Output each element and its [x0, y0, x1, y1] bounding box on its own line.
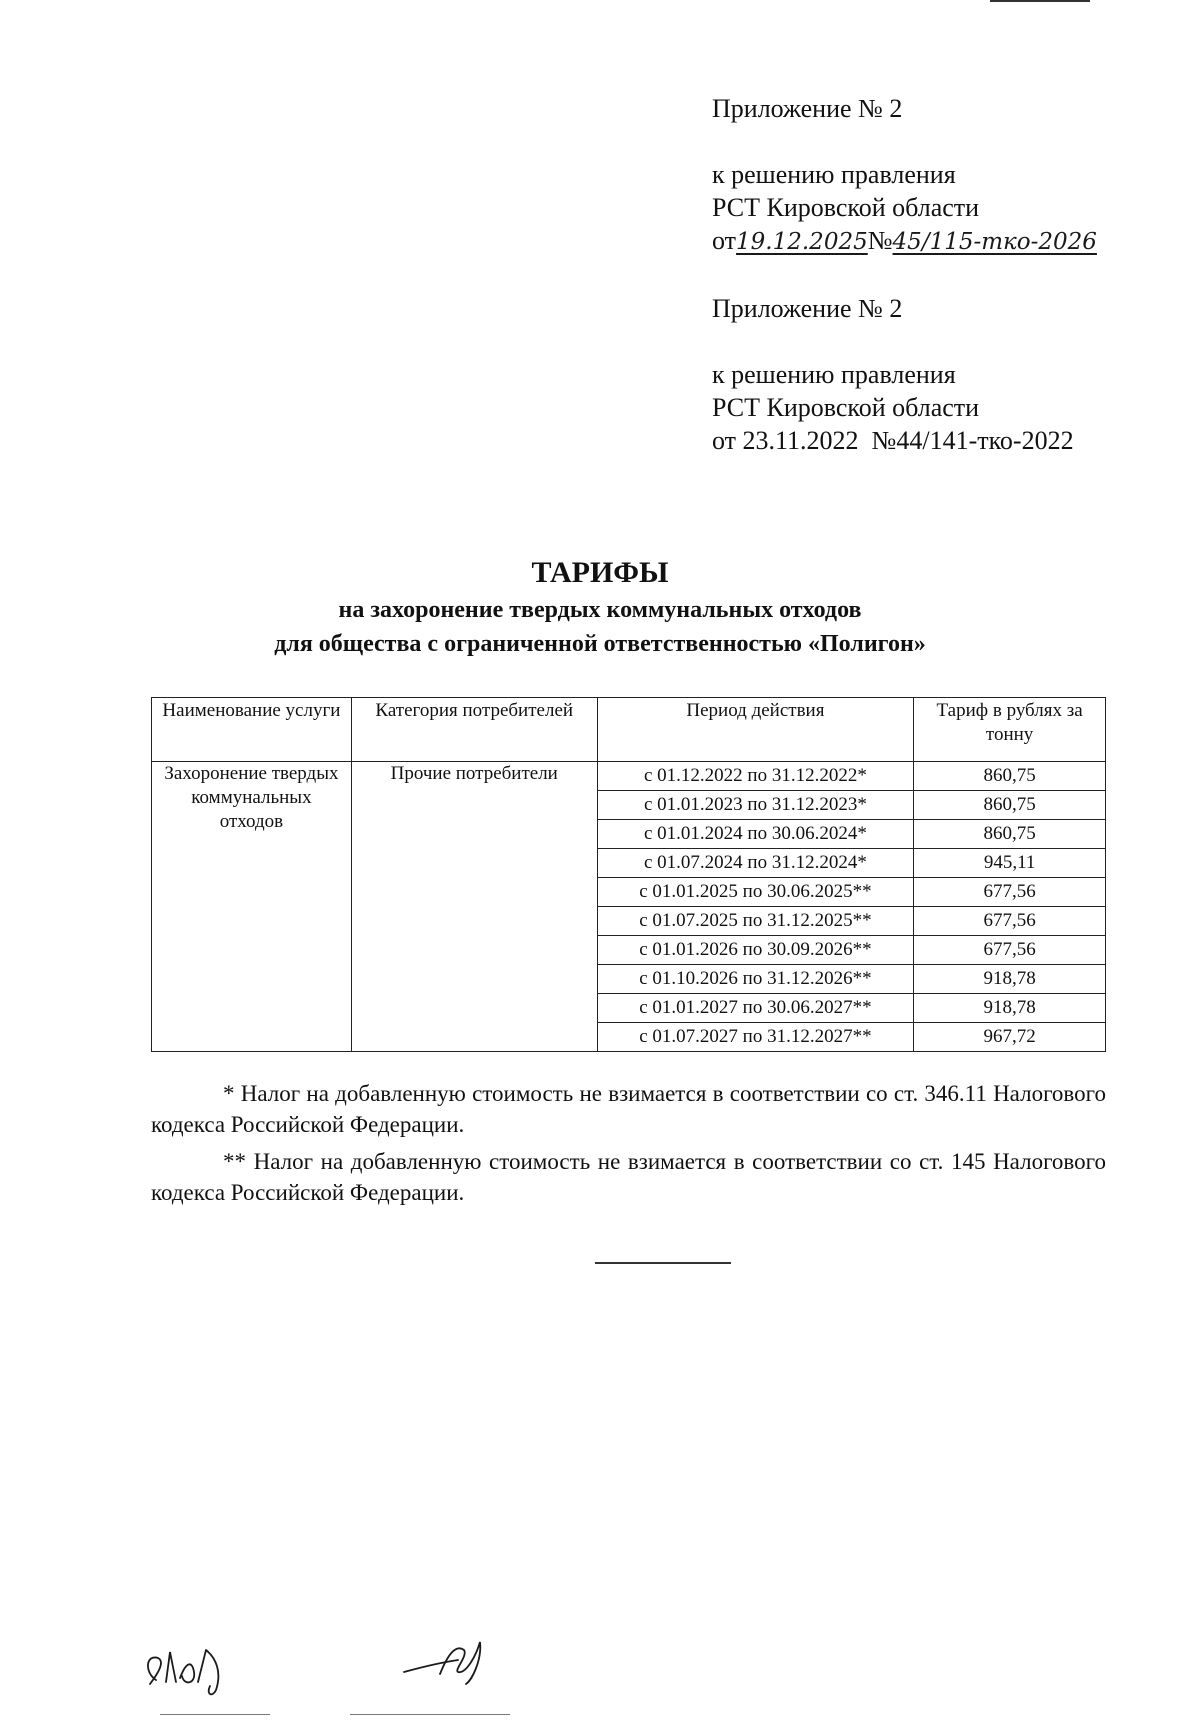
- end-rule: [595, 1262, 731, 1264]
- period-cell: с 01.12.2022 по 31.12.2022*: [597, 762, 914, 791]
- tariff-cell: 677,56: [914, 907, 1106, 936]
- signature-line-left: [160, 1714, 270, 1715]
- appendix-old-line2: РСТ Кировской области: [712, 393, 980, 422]
- heading-line2: для общества с ограниченной ответственностью «Полигон»: [274, 631, 926, 657]
- period-cell: с 01.01.2023 по 31.12.2023*: [597, 791, 914, 820]
- period-cell: с 01.01.2025 по 30.06.2025**: [597, 878, 914, 907]
- appendix-new-line2: РСТ Кировской области: [712, 193, 980, 222]
- signature-initials: [136, 1632, 246, 1702]
- appendix-old-title: Приложение № 2: [712, 294, 903, 323]
- footnotes: [151, 1078, 1106, 1208]
- signature-line-right: [350, 1714, 510, 1715]
- period-cell: с 01.01.2027 по 30.06.2027**: [597, 994, 914, 1023]
- date-prefix: от: [712, 226, 737, 255]
- service-name: Захоронение твердых коммунальных отходов: [152, 762, 352, 1052]
- period-cell: с 01.01.2026 по 30.09.2026**: [597, 936, 914, 965]
- appendix-old-line1: к решению правления: [712, 360, 956, 389]
- footnote-vat-145: ** Налог на добавленную стоимость не взимается в соответствии со ст. 145 Налогового кодекса Российской Федерации.: [151, 1149, 1106, 1205]
- appendix-old: [712, 292, 1074, 457]
- period-cell: с 01.07.2024 по 31.12.2024*: [597, 849, 914, 878]
- period-cell: с 01.01.2024 по 30.06.2024*: [597, 820, 914, 849]
- consumer-category: Прочие потребители: [351, 762, 597, 1052]
- tariff-cell: 967,72: [914, 1023, 1106, 1052]
- period-cell: с 01.07.2027 по 31.12.2027**: [597, 1023, 914, 1052]
- header-service: Наименование услуги: [152, 698, 352, 762]
- handwritten-date: 19.12.2025: [736, 229, 868, 255]
- handwritten-number: 45/115-тко-2026: [892, 229, 1097, 255]
- appendix-new-title: Приложение № 2: [712, 94, 903, 123]
- tariff-cell: 860,75: [914, 791, 1106, 820]
- appendix-new: [712, 92, 1097, 259]
- top-rule: [990, 0, 1090, 2]
- header-period: Период действия: [597, 698, 914, 762]
- tariff-cell: 677,56: [914, 878, 1106, 907]
- tariff-cell: 945,11: [914, 849, 1106, 878]
- period-cell: с 01.07.2025 по 31.12.2025**: [597, 907, 914, 936]
- signature-mark: [396, 1630, 496, 1690]
- tariff-table: [151, 697, 1106, 1052]
- header-category: Категория потребителей: [351, 698, 597, 762]
- number-prefix: №: [867, 226, 893, 255]
- table-row: [152, 762, 1106, 791]
- footnote-vat-346: * Налог на добавленную стоимость не взимается в соответствии со ст. 346.11 Налогового кодекса Российской Федерации.: [151, 1081, 1106, 1137]
- tariff-cell: 860,75: [914, 820, 1106, 849]
- tariff-cell: 918,78: [914, 965, 1106, 994]
- heading-line1: на захоронение твердых коммунальных отходов: [338, 597, 862, 623]
- period-cell: с 01.10.2026 по 31.12.2026**: [597, 965, 914, 994]
- tariff-cell: 860,75: [914, 762, 1106, 791]
- table-header-row: [152, 698, 1106, 762]
- appendix-old-line3: от 23.11.2022 №44/141-тко-2022: [712, 426, 1074, 455]
- page-title: ТАРИФЫ: [531, 556, 669, 589]
- header-tariff: Тариф в рублях за тонну: [914, 698, 1106, 762]
- tariff-cell: 677,56: [914, 936, 1106, 965]
- appendix-new-date-line: [712, 224, 1097, 259]
- appendix-new-line1: к решению правления: [712, 160, 956, 189]
- tariff-cell: 918,78: [914, 994, 1106, 1023]
